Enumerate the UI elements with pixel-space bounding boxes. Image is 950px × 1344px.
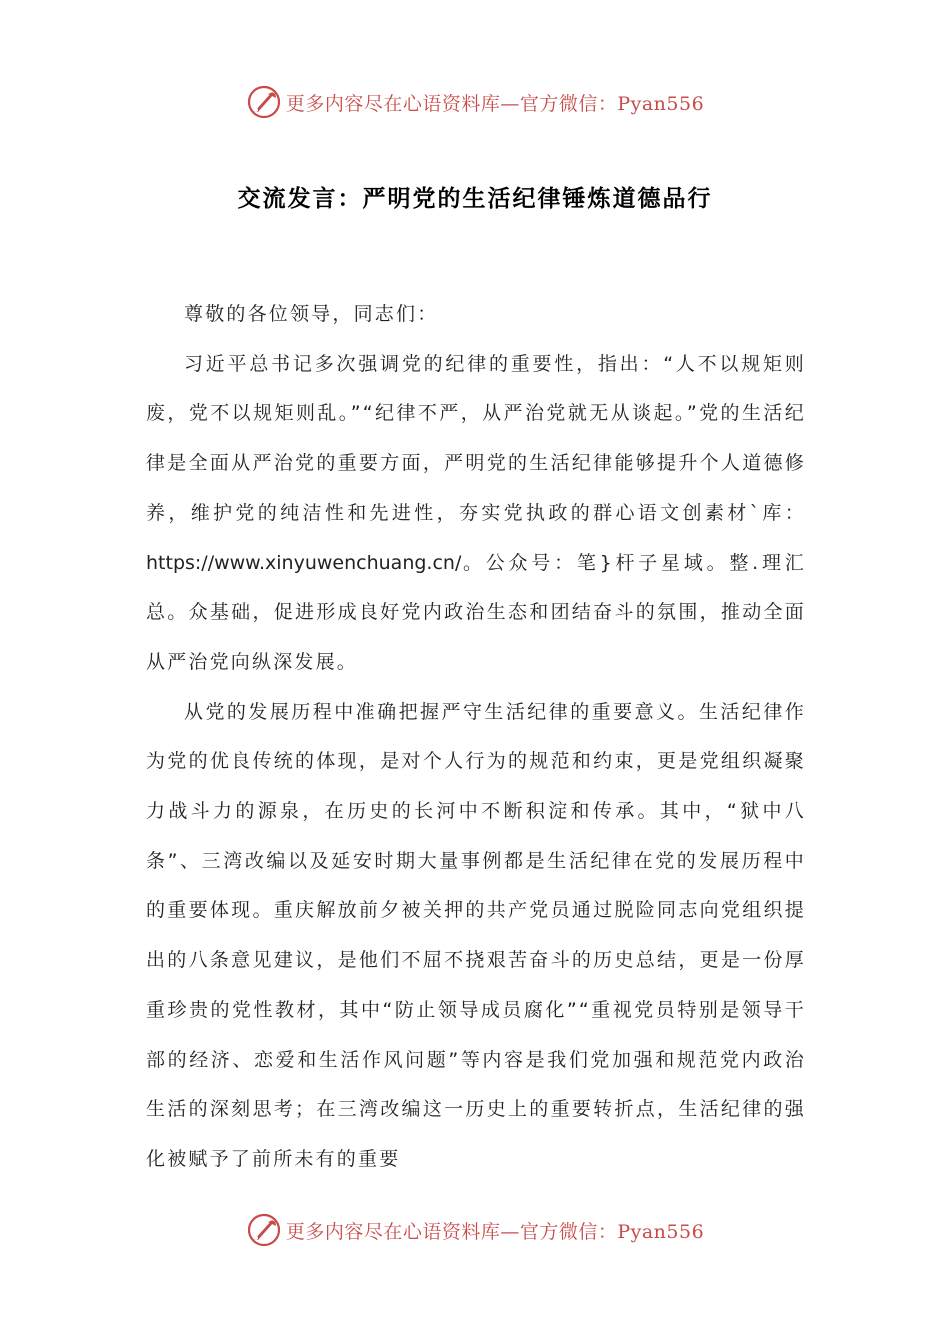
- watermark-banner-top: [0, 82, 950, 122]
- paragraph-1-text: 习近平总书记多次强调党的纪律的重要性，指出：“人不以规矩则废，党不以规矩则乱。”“纪律不严，从严治党就无从谈起。”党的生活纪律是全面从严治党的重要方面，严明党的生活纪律能够提升个人道德修养，维护党的纯洁性和先进性，夯实党执政的群心语文创素材`库：: [146, 352, 806, 524]
- watermark-banner-bottom: [0, 1210, 950, 1250]
- source-url: https://www.xinyuwenchuang.cn/: [146, 551, 462, 574]
- paragraph-1-tail: 。公众号：笔}杆子星域。整.理汇总。众基础，促进形成良好党内政治生态和团结奋斗的氛围，推动全面从严治党向纵深发展。: [146, 551, 806, 673]
- page-title: 交流发言：严明党的生活纪律锤炼道德品行: [237, 186, 713, 212]
- document-body: [146, 290, 806, 1185]
- watermark-text: 更多内容尽在心语资料库—官方微信：Pyan556: [285, 1220, 705, 1243]
- quill-logo-icon: [246, 1212, 282, 1248]
- salutation: 尊敬的各位领导，同志们：: [184, 303, 439, 325]
- quill-logo-icon: [246, 84, 282, 120]
- watermark-text: 更多内容尽在心语资料库—官方微信：Pyan556: [285, 92, 705, 115]
- paragraph-1: [146, 340, 806, 688]
- paragraph-2: 从党的发展历程中准确把握严守生活纪律的重要意义。生活纪律作为党的优良传统的体现，是对个人行为的规范和约束，更是党组织凝聚力战斗力的源泉，在历史的长河中不断积淀和传承。其中，“狱中八条”、三湾改编以及延安时期大量事例都是生活纪律在党的发展历程中的重要体现。重庆解放前夕被关押的共产党员通过脱险同志向党组织提出的八条意见建议，是他们不屈不挠艰苦奋斗的历史总结，更是一份厚重珍贵的党性教材，其中“防止领导成员腐化”“重视党员特别是领导干部的经济、恋爱和生活作风问题”等内容是我们党加强和规范党内政治生活的深刻思考；在三湾改编这一历史上的重要转折点，生活纪律的强化被赋予了前所未有的重要: [146, 700, 806, 1170]
